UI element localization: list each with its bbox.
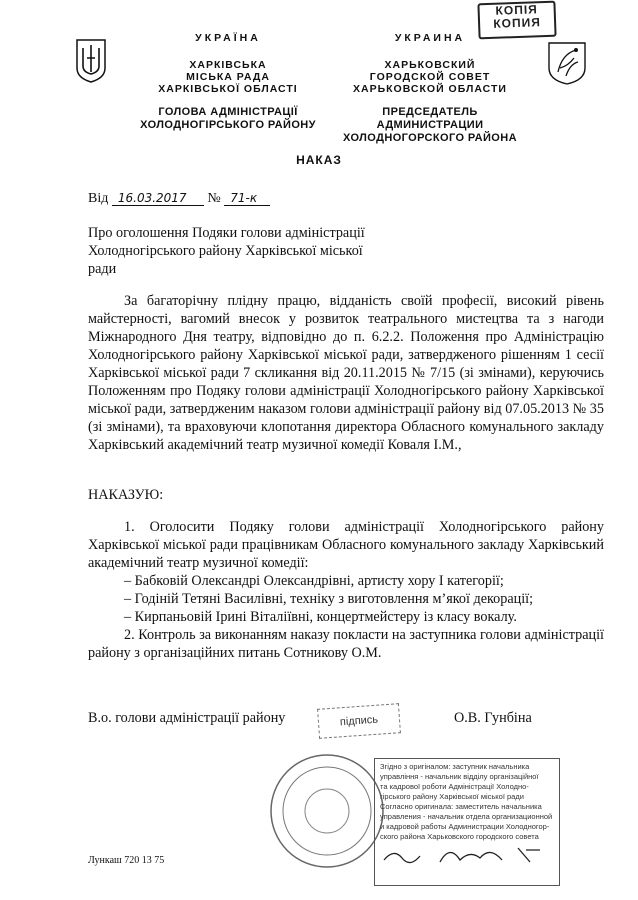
head-line: ХОЛОДНОГІРСЬКОГО РАЙОНУ [140, 119, 316, 131]
copy-stamp [477, 1, 556, 40]
document-title: НАКАЗ [296, 153, 342, 167]
date-number-line [88, 191, 270, 207]
stamp-line: управления - начальник отдела организационной [380, 812, 553, 821]
signer-position: В.о. голови адміністрації району [88, 710, 286, 726]
stamp-line: та кадрової роботи Адміністрації Холодно- [380, 782, 529, 791]
copy-stamp-line: КОПИЯ [493, 15, 542, 31]
date-prefix: Від [88, 191, 109, 206]
person-item: – Годіній Тетяні Василівні, техніку з виготовлення м’якої декорації; [124, 591, 534, 607]
certified-copy-stamp [374, 758, 560, 886]
council-line: ХАРЬКОВСКОЙ ОБЛАСТИ [353, 83, 507, 95]
contact-info: Лункаш 720 13 75 [88, 855, 165, 866]
council-line: ГОРОДСКОЙ СОВЕТ [369, 71, 491, 83]
stamp-line: и кадровой работы Администрации Холодногор- [380, 822, 550, 831]
council-line: МІСЬКА РАДА [186, 71, 270, 83]
preamble-text: За багаторічну плідну працю, відданість своїй професії, високий рівень майстерності, вагомий внесок у розвиток театрального мистецтва та з нагоди Міжнародного Дня театру, відповідно до п. 6.2.2. Положення про Адміністрацію Холодногірського району Харківської міської ради, затвердженого рішенням 1 сесії Харківської міської ради 7 скликання від 20.11.2015 № 7/15 (зі змінами), керуючись Положенням про Подяку голови адміністрації Холодногірського району Харківської міської ради, затвердженим наказом голови адміністрації району від 07.05.2013 № 35 (зі змінами), та враховуючи клопотання директора Обласного комунального закладу Харківський академічний театр музичної комедії Коваля І.М., [88, 293, 604, 453]
order-keyword: НАКАЗУЮ: [88, 487, 164, 503]
person-item: – Кирпаньовій Ірині Віталіївні, концертмейстеру із класу вокалу. [124, 609, 517, 625]
order-items [88, 518, 604, 662]
person-item: – Бабковій Олександрі Олександрівні, артисту хору І категорії; [124, 573, 504, 589]
header-left [128, 32, 328, 132]
country-name: УКРАЇНА [195, 32, 261, 44]
trident-emblem-icon [74, 36, 108, 84]
stamp-line: ского района Харьковского городского совета [380, 832, 539, 841]
order-preamble [88, 292, 604, 454]
stamp-line: Согласно оригинала: заместитель начальника [380, 802, 542, 811]
stamp-line: управління - начальник відділу організаційної [380, 772, 539, 781]
council-line: ХАРЬКОВСКИЙ [384, 59, 476, 71]
number-label: № [207, 191, 221, 206]
head-line: ГОЛОВА АДМІНІСТРАЦІЇ [158, 106, 298, 118]
kharkiv-emblem-icon [546, 40, 588, 86]
council-line: ХАРКІВСЬКОЇ ОБЛАСТІ [158, 83, 298, 95]
order-item-1: 1. Оголосити Подяку голови адміністрації Холодногірського району Харківської міської ради працівникам Обласного комунального закладу Харківський академічний театр музичної комедії: [88, 519, 604, 571]
header-right [330, 32, 530, 145]
round-seal-icon [268, 752, 386, 870]
head-line: ХОЛОДНОГОРСКОГО РАЙОНА [343, 132, 517, 144]
country-name: УКРАИНА [394, 32, 466, 44]
handwritten-signature-icon [380, 842, 550, 868]
order-item-2: 2. Контроль за виконанням наказу покласти на заступника голови адміністрації району з організаційних питань Сотникову О.М. [88, 627, 604, 661]
signer-name: О.В. Гунбіна [454, 710, 532, 726]
stamp-line: Згідно з оригіналом: заступник начальника [380, 762, 530, 771]
handwritten-date: 16.03.2017 [112, 191, 204, 206]
handwritten-number: 71-к [224, 191, 270, 206]
stamp-line: гірського району Харківської міської ради [380, 792, 524, 801]
copy-stamp-line: КОПІЯ [495, 2, 539, 18]
council-line: ХАРКІВСЬКА [189, 59, 267, 71]
signature-stamp: підпись [317, 703, 401, 739]
head-line: ПРЕДСЕДАТЕЛЬ АДМИНИСТРАЦИИ [376, 106, 484, 131]
order-subject: Про оголошення Подяки голови адміністрації Холодногірського району Харківської міської ради [88, 225, 365, 277]
